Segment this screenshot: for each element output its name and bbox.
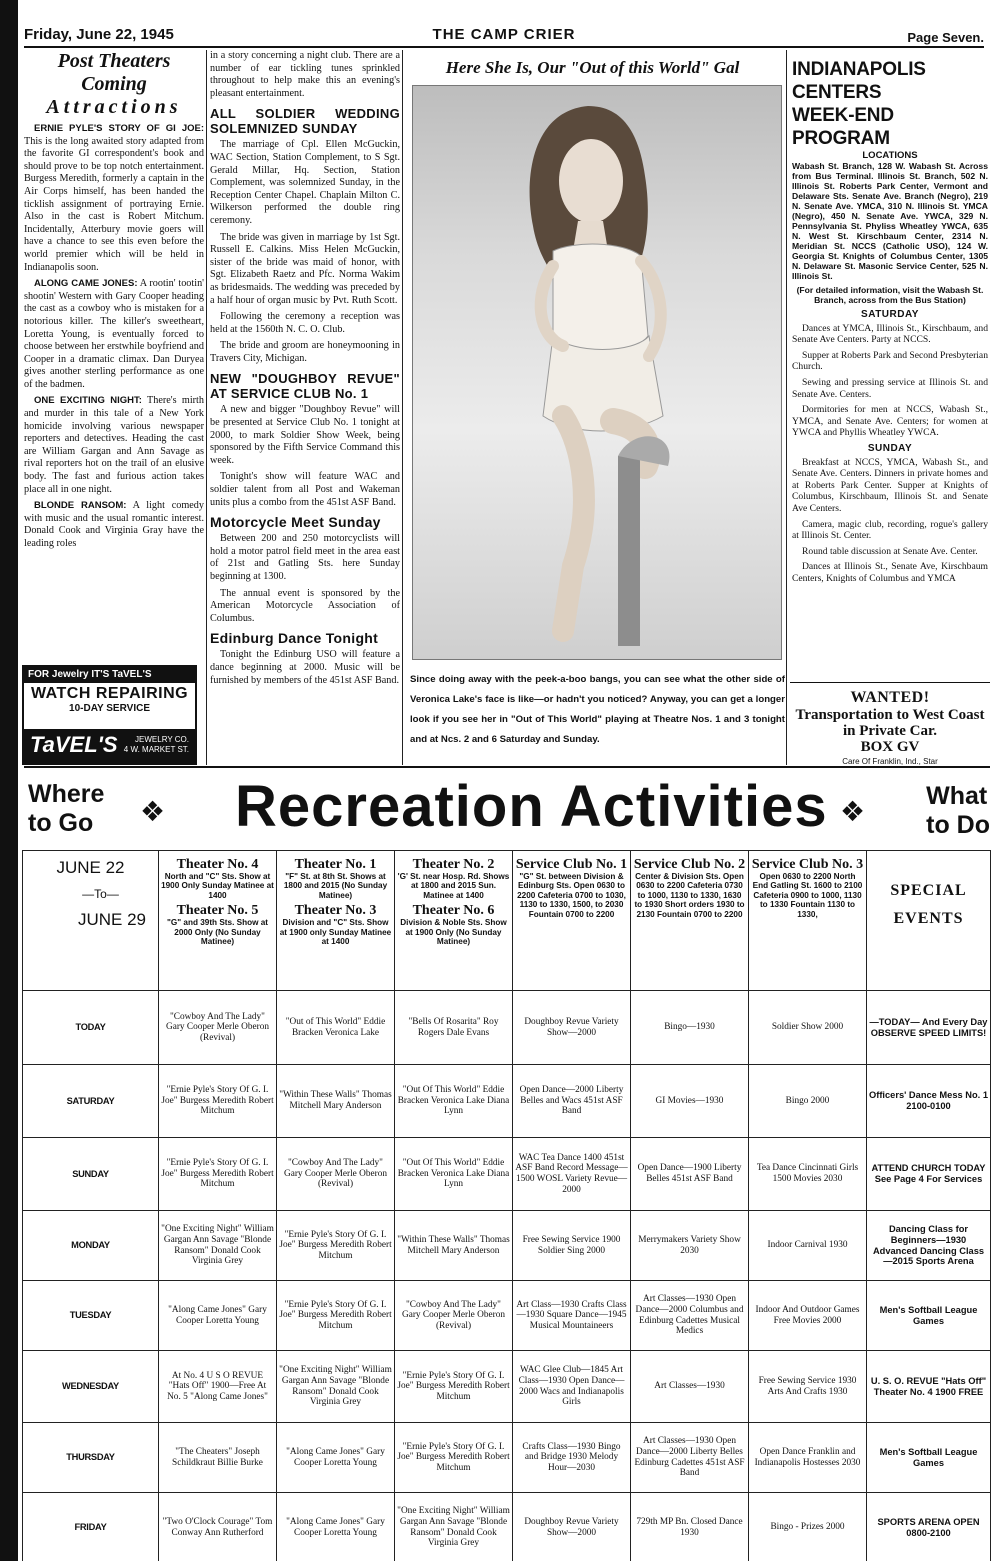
- tavels-jewelry-ad: [22, 665, 197, 765]
- saturday-item: Supper at Roberts Park and Second Presbyterian Church.: [792, 349, 988, 373]
- date-from: JUNE 22: [56, 858, 125, 877]
- news-column: [210, 50, 400, 765]
- venue-info: North and "C" Sts. Show at 1900 Only Sunday Matinee at 1400: [161, 872, 274, 900]
- article-head: BLONDE RANSOM:: [34, 500, 127, 512]
- column-rule: [402, 50, 403, 765]
- column-rule: [786, 50, 787, 765]
- venue-header: [395, 851, 513, 991]
- schedule-row: [23, 1138, 991, 1211]
- revue-paragraph: Tonight's show will feature WAC and soldier talent from all Post and Wakeman units plus a combo from the 451st ASF Band.: [210, 471, 400, 508]
- section-divider: [24, 766, 990, 768]
- special-event-cell: Men's Softball League Games: [867, 1281, 991, 1351]
- schedule-cell: "Bells Of Rosarita" Roy Rogers Dale Evans: [395, 991, 513, 1065]
- schedule-cell: Open Dance Franklin and Indianapolis Hostesses 2030: [749, 1423, 867, 1493]
- wedding-headline: ALL SOLDIER WEDDING SOLEMNIZED SUNDAY: [210, 106, 400, 137]
- wedding-paragraph: The bride and groom are honeymooning in Travers City, Michigan.: [210, 340, 400, 364]
- special-events-header: [867, 851, 991, 991]
- venue-info: Open 0630 to 2200 North End Gatling St. 1600 to 2100 Cafeteria 0900 to 1000, 1130 to 1330 Fountain 1130 to 1330,: [752, 872, 863, 919]
- locations-list: Wabash St. Branch, 128 W. Wabash St. Across from Bus Terminal. Illinois St. Branch, 502 N. Illinois St. Roberts Park Center, Vermont and Delaware Sts. Senate Ave. Branch (Negro), 219 N. Senate Ave. YMCA, 310 N. Illinois St. YMCA (Negro), 450 N. Senate Ave. YWCA, 329 N. Pennsylvania St. Phyliss Wheatley YWCA, 635 N. West St. Kirschbaum Center, 2314 N. Meridian St. NCCS (Catholic USO), 124 W. Georgia St. Knights of Columbus Center, 1305 N. Delaware St. Masonic Service Center, 525 N. Illinois St.: [792, 161, 988, 281]
- post-theaters-title: [24, 50, 204, 119]
- special-event-cell: Officers' Dance Mess No. 1 2100-0100: [867, 1065, 991, 1138]
- wanted-rule: [790, 682, 990, 683]
- schedule-cell: Merrymakers Variety Show 2030: [631, 1211, 749, 1281]
- venue-info-2: "G" and 39th Sts. Show at 2000 Only (No Sunday Matinee): [166, 918, 269, 947]
- venue-name: Theater No. 4: [176, 857, 259, 872]
- locations-note: (For detailed information, visit the Wabash St. Branch, across from the Bus Station): [796, 285, 984, 305]
- special-event-cell: Dancing Class for Beginners—1930 Advanced Dancing Class—2015 Sports Arena: [867, 1211, 991, 1281]
- venue-info: 'G' St. near Hosp. Rd. Shows at 1800 and 2015 Sun. Matinee at 1400: [397, 872, 510, 900]
- edinburg-dance-headline: Edinburg Dance Tonight: [210, 630, 379, 647]
- title-line-2: Coming: [81, 73, 147, 95]
- scan-edge: [0, 0, 18, 1561]
- schedule-cell: "Within These Walls" Thomas Mitchell Mary Anderson: [395, 1211, 513, 1281]
- doughboy-revue-headline: NEW "DOUGHBOY REVUE" AT SERVICE CLUB No. 1: [210, 371, 400, 402]
- schedule-cell: Indoor And Outdoor Games Free Movies 2000: [749, 1281, 867, 1351]
- schedule-cell: "Along Came Jones" Gary Cooper Loretta Young: [277, 1493, 395, 1561]
- schedule-cell: "Ernie Pyle's Story Of G. I. Joe" Burgess Meredith Robert Mitchum: [159, 1065, 277, 1138]
- page-number: Page Seven.: [907, 30, 984, 45]
- schedule-cell: Crafts Class—1930 Bingo and Bridge 1930 Melody Hour—2030: [513, 1423, 631, 1493]
- special-event-cell: SPORTS ARENA OPEN 0800-2100: [867, 1493, 991, 1561]
- schedule-row: [23, 991, 991, 1065]
- sunday-item: Round table discussion at Senate Ave. Center.: [802, 545, 978, 557]
- saturday-item: Sewing and pressing service at Illinois St. and Senate Ave. Centers.: [792, 376, 988, 400]
- schedule-cell: "Ernie Pyle's Story Of G. I. Joe" Burgess Meredith Robert Mitchum: [395, 1423, 513, 1493]
- saturday-heading: SATURDAY: [861, 309, 919, 320]
- special-event-cell: U. S. O. REVUE "Hats Off" Theater No. 4 1900 FREE: [867, 1351, 991, 1423]
- schedule-cell: "Cowboy And The Lady" Gary Cooper Merle Oberon (Revival): [159, 991, 277, 1065]
- schedule-cell: "Out of This World" Eddie Bracken Veronica Lake: [277, 991, 395, 1065]
- schedule-day: THURSDAY: [23, 1423, 159, 1493]
- banner-right-line1: What: [926, 782, 988, 810]
- schedule-cell: "One Exciting Night" William Gargan Ann Savage "Blonde Ransom" Donald Cook Virginia Grey: [395, 1493, 513, 1561]
- schedule-cell: "Along Came Jones" Gary Cooper Loretta Young: [277, 1423, 395, 1493]
- schedule-cell: Doughboy Revue Variety Show—2000: [513, 991, 631, 1065]
- ornament-icon: ❖: [840, 795, 866, 828]
- schedule-cell: "Out Of This World" Eddie Bracken Veronica Lake Diana Lynn: [395, 1065, 513, 1138]
- recreation-schedule-table: [22, 850, 991, 1561]
- banner-right: [926, 782, 990, 840]
- revue-paragraph: A new and bigger "Doughboy Revue" will be presented at Service Club No. 1 tonight at 2000, to mark Soldier Show Week, being sponsored by the Fifth Service Command this week.: [210, 404, 400, 466]
- schedule-row: [23, 1493, 991, 1561]
- schedule-cell: 729th MP Bn. Closed Dance 1930: [631, 1493, 749, 1561]
- pinup-figure-illustration: [413, 86, 782, 660]
- special-event-cell: ATTEND CHURCH TODAY See Page 4 For Services: [867, 1138, 991, 1211]
- schedule-cell: "Two O'Clock Courage" Tom Conway Ann Rutherford: [159, 1493, 277, 1561]
- wedding-paragraph: Following the ceremony a reception was held at the 1560th N. C. O. Club.: [210, 311, 400, 335]
- article-continuation: in a story concerning a night club. There are a number of ear tickling tunes sprinkled throughout to help make this an evening's pleasant entertainment.: [210, 50, 400, 99]
- special-events-title: SPECIAL EVENTS: [890, 882, 967, 927]
- schedule-cell: Indoor Carnival 1930: [749, 1211, 867, 1281]
- wanted-contact: Care Of Franklin, Ind., Star: [842, 757, 938, 766]
- schedule-cell: "Cowboy And The Lady" Gary Cooper Merle Oberon (Revival): [277, 1138, 395, 1211]
- locations-heading: LOCATIONS: [862, 150, 918, 161]
- date-end: JUNE 29: [77, 910, 146, 929]
- venue-name: Service Club No. 1: [515, 857, 628, 872]
- wanted-ad: [790, 688, 990, 766]
- schedule-row: [23, 1423, 991, 1493]
- schedule-cell: Free Sewing Service 1900 Soldier Sing 2000: [513, 1211, 631, 1281]
- schedule-day: FRIDAY: [23, 1493, 159, 1561]
- schedule-day: MONDAY: [23, 1211, 159, 1281]
- saturday-item: Dormitories for men at NCCS, Wabash St., YMCA, and Senate Ave. Centers; for women at YWCA and Phyllis Wheatley YWCA.: [792, 404, 988, 439]
- venue-info: "F" St. at 8th St. Shows at 1800 and 2015 (No Sunday Matinee): [283, 872, 388, 900]
- saturday-item: Dances at YMCA, Illinois St., Kirschbaum, and Senate Ave Centers. Party at NCCS.: [792, 322, 988, 346]
- venue-info-2: Division & Noble Sts. Show at 1900 Only (No Sunday Matinee): [400, 918, 507, 947]
- venue-info: "G" St. between Division & Edinburg Sts. Open 0630 to 2200 Cafeteria 0700 to 1030, 1130 to 1330, 1500, to 2030 Fountain 0700 to 2200: [517, 872, 626, 919]
- date-to-label: —To—: [82, 887, 119, 901]
- ad-tagline: FOR Jewelry IT'S TaVEL'S: [24, 667, 195, 683]
- article-body: There's mirth and murder in this tale of a New York homicide involving various newspaper reporters and detectives. Heading the cast are William Gargan and Ann Savage as rival reporters hot on the trail of an elusive body. The fast and furious action takes place all in one night.: [24, 395, 204, 495]
- ornament-icon: ❖: [140, 795, 166, 828]
- schedule-cell: Free Sewing Service 1930 Arts And Crafts 1930: [749, 1351, 867, 1423]
- venue-header: [631, 851, 749, 991]
- schedule-cell: Open Dance—1900 Liberty Belles 451st ASF Band: [631, 1138, 749, 1211]
- schedule-cell: Art Classes—1930: [631, 1351, 749, 1423]
- issue-date: Friday, June 22, 1945: [24, 26, 174, 43]
- indy-title: INDIANAPOLIS CENTERS: [792, 59, 926, 103]
- schedule-header-row: [23, 851, 991, 991]
- wanted-text: Transportation to West Coast in Private Car.: [795, 707, 985, 739]
- schedule-row: [23, 1281, 991, 1351]
- banner-left: [28, 780, 104, 838]
- venue-info: Center & Division Sts. Open 0630 to 2200 Cafeteria 0730 to 1000, 1130 to 1330, 1630 to 1930 Short orders 1930 to 2130 Fountain 0700 to 2200: [634, 872, 745, 919]
- schedule-day: TUESDAY: [23, 1281, 159, 1351]
- schedule-day: SUNDAY: [23, 1138, 159, 1211]
- sunday-item: Dances at Illinois St., Senate Ave, Kirschbaum Centers, Knights of Columbus and YMCA: [792, 561, 988, 584]
- venue-name-2: Theater No. 3: [294, 903, 377, 919]
- sunday-item: Breakfast at NCCS, YMCA, Wabash St., and Senate Ave. Centers. Dinners in private homes and at Roberts Park Center. Supper at Knights of Columbus, Kirschbaum, Illinois St. and Senate Ave Centers.: [792, 456, 988, 514]
- article-head: ERNIE PYLE'S STORY OF GI JOE:: [34, 123, 204, 134]
- schedule-cell: Soldier Show 2000: [749, 991, 867, 1065]
- schedule-cell: Art Classes—1930 Open Dance—2000 Columbus and Edinburg Cadettes Musical Medics: [631, 1281, 749, 1351]
- schedule-cell: Bingo - Prizes 2000: [749, 1493, 867, 1561]
- banner-right-line2: to Do: [926, 811, 990, 839]
- schedule-cell: "Ernie Pyle's Story Of G. I. Joe" Burgess Meredith Robert Mitchum: [159, 1138, 277, 1211]
- banner-title: Recreation Activities: [235, 774, 828, 839]
- motorcycle-paragraph: Between 200 and 250 motorcyclists will hold a motor patrol field meet in the area east of 21st and Gatling Sts. here Sunday beginning at 1300.: [210, 533, 400, 582]
- ad-store-name: TaVEL'S: [30, 732, 118, 757]
- venue-name: Theater No. 1: [294, 857, 377, 872]
- masthead: [24, 24, 984, 48]
- schedule-cell: Art Class—1930 Crafts Class—1930 Square Dance—1945 Musical Mountaineers: [513, 1281, 631, 1351]
- schedule-cell: Tea Dance Cincinnati Girls 1500 Movies 2030: [749, 1138, 867, 1211]
- article-gi-joe: [24, 123, 204, 274]
- venue-header: [277, 851, 395, 991]
- ad-headline: WATCH REPAIRING: [30, 685, 189, 702]
- schedule-row: [23, 1351, 991, 1423]
- schedule-cell: GI Movies—1930: [631, 1065, 749, 1138]
- schedule-cell: Doughboy Revue Variety Show—2000: [513, 1493, 631, 1561]
- wedding-paragraph: The bride was given in marriage by 1st Sgt. Russell E. Calkins. Miss Helen McGuckin, sister of the bride was maid of honor, with Sgt. Elizabeth Raetz and Pfc. Norma Wakim as bridesmaids. The wedding was preceded by a half hour of organ music by Pvt. Ruth Scott.: [210, 231, 400, 306]
- article-body: A light comedy with music and the usual romantic interest. Donald Cook and Virginia Gray have the leading roles: [24, 500, 204, 549]
- wanted-heading: WANTED!: [850, 689, 930, 706]
- photo-caption: Since doing away with the peek-a-boo bangs, you can see what the other side of Veronica Lake's face is like—or hadn't you noticed? Anyway, you can get a longer look if you see her in "Out of This World" playing at Theatre Nos. 1 and 3 tonight and at Ncs. 2 and 6 Saturday and Sunday.: [410, 674, 785, 745]
- venue-header: [749, 851, 867, 991]
- motorcycle-headline: Motorcycle Meet Sunday: [210, 514, 381, 531]
- schedule-cell: Bingo—1930: [631, 991, 749, 1065]
- banner-left-line2: to Go: [28, 809, 94, 837]
- schedule-cell: "The Cheaters" Joseph Schildkraut Billie Burke: [159, 1423, 277, 1493]
- venue-name: Service Club No. 3: [751, 857, 864, 872]
- schedule-day: WEDNESDAY: [23, 1351, 159, 1423]
- schedule-cell: "Ernie Pyle's Story Of G. I. Joe" Burgess Meredith Robert Mitchum: [277, 1281, 395, 1351]
- schedule-cell: Art Classes—1930 Open Dance—2000 Liberty Belles Edinburg Cadettes 451st ASF Band: [631, 1423, 749, 1493]
- venue-header: [513, 851, 631, 991]
- post-theaters-column: [24, 50, 204, 660]
- schedule-cell: WAC Glee Club—1845 Art Class—1930 Open Dance—2000 Wacs and Indianapolis Girls: [513, 1351, 631, 1423]
- date-range: [23, 851, 159, 991]
- venue-name-2: Theater No. 6: [412, 903, 495, 919]
- schedule-cell: "Cowboy And The Lady" Gary Cooper Merle Oberon (Revival): [395, 1281, 513, 1351]
- photo-headline: Here She Is, Our "Out of this World" Gal: [445, 58, 740, 77]
- venue-name: Service Club No. 2: [633, 857, 746, 872]
- venue-name-2: Theater No. 5: [176, 903, 259, 919]
- article-head: ONE EXCITING NIGHT:: [34, 395, 142, 407]
- ad-address: 4 W. MARKET ST.: [123, 745, 189, 754]
- article-along-came-jones: [24, 278, 204, 391]
- title-line-1: Post Theaters: [57, 50, 171, 72]
- wedding-paragraph: The marriage of Cpl. Ellen McGuckin, WAC Section, Station Complement, to S Sgt. Gerald Millar, Hq. Section, Station Complement, was solemnized Sunday, in the Reception Center Chapel. Chaplain Milton C. Wilkerson performed the double ring ceremony.: [210, 139, 400, 226]
- recreation-banner: [20, 770, 990, 850]
- schedule-cell: "Ernie Pyle's Story Of G. I. Joe" Burgess Meredith Robert Mitchum: [395, 1351, 513, 1423]
- ad-store-info: [124, 735, 189, 755]
- schedule-row: [23, 1065, 991, 1138]
- schedule-cell: "One Exciting Night" William Gargan Ann Savage "Blonde Ransom" Donald Cook Virginia Grey: [277, 1351, 395, 1423]
- indy-subtitle: WEEK-END PROGRAM: [792, 105, 894, 149]
- article-body: This is the long awaited story adapted from the favorite GI correspondent's book and should prove to be top notch entertainment. Burgess Meredith, formerly a captain in the Air Corps himself, has been handed the ticklish assignment of portraying Ernie. Also in the cast is Robert Mitchum. Incidentally, Atterbury movie goers will have a chance to see this even before the world premier which will be held in Indianapolis soon.: [24, 135, 204, 273]
- motorcycle-paragraph: The annual event is sponsored by the American Motorcycle Association of Columbus.: [210, 587, 400, 624]
- schedule-cell: "Ernie Pyle's Story Of G. I. Joe" Burgess Meredith Robert Mitchum: [277, 1211, 395, 1281]
- indianapolis-program: [792, 58, 988, 683]
- veronica-lake-photo: [412, 85, 782, 660]
- schedule-cell: Open Dance—2000 Liberty Belles and Wacs 451st ASF Band: [513, 1065, 631, 1138]
- dance-paragraph: Tonight the Edinburg USO will feature a dance beginning at 2000. Music will be furnished by members of the 451st ASF Band.: [210, 649, 400, 686]
- schedule-cell: WAC Tea Dance 1400 451st ASF Band Record Message—1500 WOSL Variety Revue—2000: [513, 1138, 631, 1211]
- schedule-cell: "Out Of This World" Eddie Bracken Veronica Lake Diana Lynn: [395, 1138, 513, 1211]
- column-rule: [206, 50, 207, 765]
- ad-jewelry-label: JEWELRY CO.: [135, 735, 189, 744]
- schedule-cell: At No. 4 U S O REVUE "Hats Off" 1900—Free At No. 5 "Along Came Jones": [159, 1351, 277, 1423]
- schedule-cell: "One Exciting Night" William Gargan Ann Savage "Blonde Ransom" Donald Cook Virginia Grey: [159, 1211, 277, 1281]
- schedule-cell: "Within These Walls" Thomas Mitchell Mary Anderson: [277, 1065, 395, 1138]
- schedule-cell: Bingo 2000: [749, 1065, 867, 1138]
- schedule-day: SATURDAY: [23, 1065, 159, 1138]
- sunday-item: Camera, magic club, recording, rogue's gallery at Illinois St. Center.: [792, 518, 988, 542]
- ad-logo-bar: [24, 729, 195, 763]
- special-event-cell: —TODAY— And Every Day OBSERVE SPEED LIMITS!: [867, 991, 991, 1065]
- title-line-3: Attractions: [46, 96, 182, 118]
- schedule-day: TODAY: [23, 991, 159, 1065]
- ad-service: 10-DAY SERVICE: [69, 703, 150, 714]
- venue-name: Theater No. 2: [412, 857, 495, 872]
- banner-left-line1: Where: [28, 780, 105, 808]
- venue-header: [159, 851, 277, 991]
- article-blonde-ransom: [24, 500, 204, 550]
- sunday-heading: SUNDAY: [867, 442, 913, 454]
- special-event-cell: Men's Softball League Games: [867, 1423, 991, 1493]
- article-one-exciting-night: [24, 395, 204, 496]
- paper-name: THE CAMP CRIER: [432, 26, 576, 43]
- schedule-cell: "Along Came Jones" Gary Cooper Loretta Young: [159, 1281, 277, 1351]
- venue-info-2: Division and "C" Sts. Show at 1900 only Sunday Matinee at 1400: [279, 918, 392, 947]
- article-body: A rootin' tootin' shootin' Western with Gary Cooper heading the cast as a cowboy who is mistaken for a notorious killer. The killer's sweetheart, Loretta Young, is eventually forced to choose between her erstwhile boyfriend and Cooper in a dramatic climax. Dan Duryea gives another sterling performance as one of the badmen.: [24, 278, 204, 390]
- wanted-box: BOX GV: [860, 739, 920, 755]
- schedule-row: [23, 1211, 991, 1281]
- article-head: ALONG CAME JONES:: [34, 278, 138, 290]
